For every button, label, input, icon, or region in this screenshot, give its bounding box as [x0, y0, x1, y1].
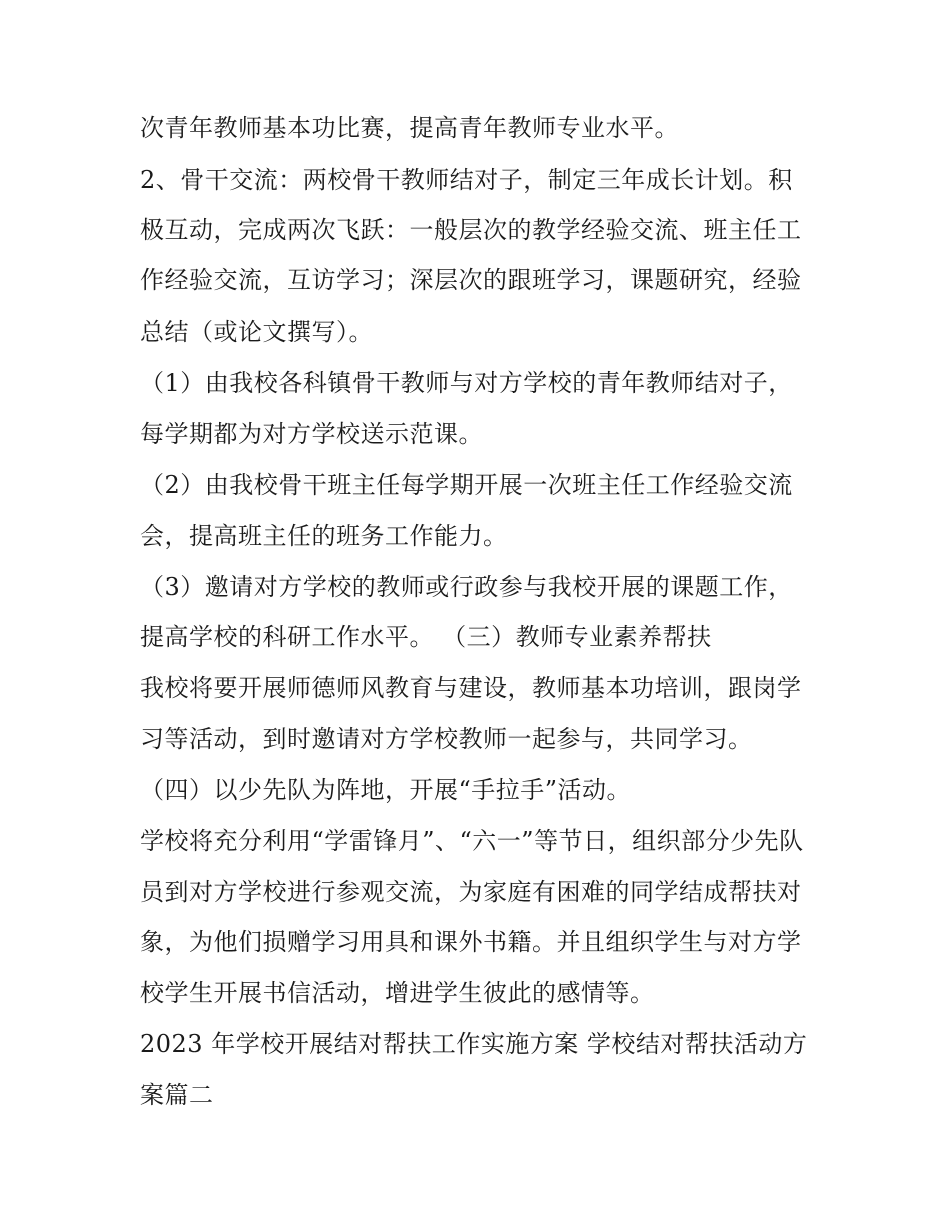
text-line: 每学期都为对方学校送示范课。 — [140, 420, 483, 448]
text-line: 作经验交流，互访学习；深层次的跟班学习，课题研究，经验 — [140, 266, 802, 294]
text-line: 2、骨干交流：两校骨干教师结对子，制定三年成长计划。积 — [140, 166, 793, 194]
text-line: 案篇二 — [140, 1081, 214, 1109]
text-line: （2）由我校骨干班主任每学期开展一次班主任工作经验交流 — [140, 471, 793, 499]
text-line: 象，为他们损赠学习用具和课外书籍。并且组织学生与对方学 — [140, 928, 802, 956]
text-line: 校学生开展书信活动，增进学生彼此的感情等。 — [140, 979, 655, 1007]
text-line: 会，提高班主任的班务工作能力。 — [140, 522, 508, 550]
text-line: 总结（或论文撰写）。 — [140, 318, 373, 346]
text-line: （3）邀请对方学校的教师或行政参与我校开展的课题工作， — [140, 573, 793, 601]
text-line: （1）由我校各科镇骨干教师与对方学校的青年教师结对子， — [140, 369, 793, 397]
text-line: 学校将充分利用“学雷锋月”、“六一”等节日，组织部分少先队 — [140, 827, 804, 855]
text-line: 提高学校的科研工作水平。 （三）教师专业素养帮扶 — [140, 623, 712, 651]
text-line: 我校将要开展师德师风教育与建设，教师基本功培训，跟岗学 — [140, 674, 802, 702]
text-line: 2023 年学校开展结对帮扶工作实施方案 学校结对帮扶活动方 — [140, 1030, 808, 1058]
text-line: 习等活动，到时邀请对方学校教师一起参与，共同学习。 — [140, 725, 753, 753]
text-line: 次青年教师基本功比赛，提高青年教师专业水平。 — [140, 114, 679, 142]
text-line: （四）以少先队为阵地，开展“手拉手”活动。 — [140, 776, 632, 804]
text-line: 极互动，完成两次飞跃：一般层次的教学经验交流、班主任工 — [140, 216, 802, 244]
text-line: 员到对方学校进行参观交流，为家庭有困难的同学结成帮扶对 — [140, 878, 802, 906]
